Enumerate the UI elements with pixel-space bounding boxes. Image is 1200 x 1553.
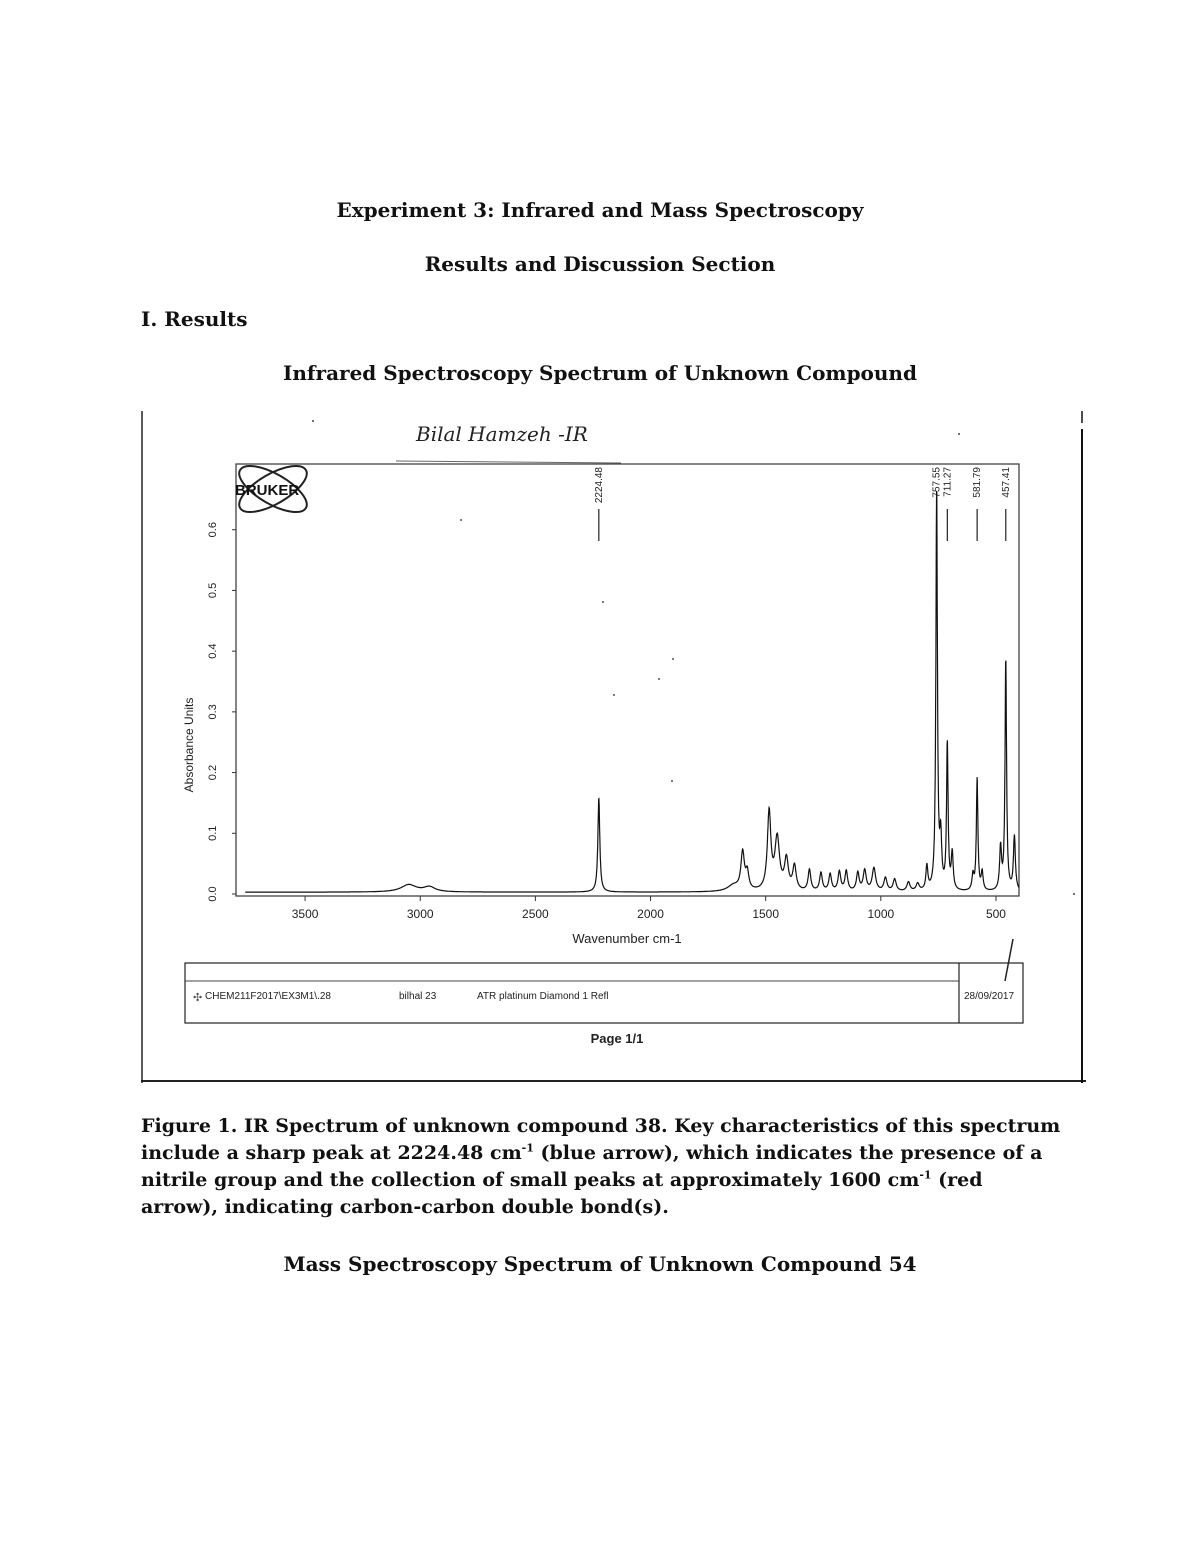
scan-speck	[658, 678, 660, 680]
figure-heading: Infrared Spectroscopy Spectrum of Unknown Compound	[283, 361, 917, 385]
bruker-logo-text: BRUKER	[235, 482, 300, 499]
scan-speck	[958, 433, 960, 435]
caption-superscript-1: -1	[521, 1141, 534, 1155]
document-subtitle: Results and Discussion Section	[424, 252, 776, 276]
ir-spectrum-scan	[141, 409, 1086, 1083]
scan-speck	[671, 780, 673, 782]
footer-method: ATR platinum Diamond 1 Refl	[477, 991, 609, 1002]
y-tick-label: 0.3	[207, 704, 219, 720]
scan-speck	[312, 420, 314, 422]
x-tick-label: 3500	[291, 907, 319, 921]
x-tick-label: 2000	[637, 907, 664, 921]
y-tick-label: 0.1	[207, 825, 219, 841]
footer-file: CHEM211F2017\EX3M1\.28	[205, 991, 331, 1002]
ir-spectrum-svg	[141, 409, 1086, 1083]
footer-glyph-icon: ✣	[193, 992, 203, 1004]
plot-frame	[236, 464, 1019, 896]
bruker-logo	[233, 457, 314, 521]
handwritten-underline	[396, 461, 621, 463]
caption-text-2: (blue arrow), which indicates the presence of a nitrile group and the collection of small peaks at approximately 1600 cm	[141, 1142, 1043, 1191]
x-ticks	[292, 896, 1007, 921]
y-axis-label: Absorbance Units	[182, 697, 196, 793]
y-tick-label: 0.0	[207, 886, 219, 902]
y-tick-label: 0.6	[207, 522, 219, 538]
y-tick-label: 0.4	[207, 643, 219, 659]
spectrum-line	[245, 491, 1019, 892]
footer-box	[185, 963, 1023, 1023]
y-tick-label: 0.5	[207, 582, 219, 599]
peak-label: 2224.48	[593, 467, 605, 504]
peak-label: 457.41	[1000, 467, 1012, 498]
x-axis-label: Wavenumber cm-1	[572, 931, 682, 946]
x-tick-label: 1000	[867, 907, 895, 921]
figure-caption	[141, 1113, 1061, 1221]
handwritten-label: Bilal Hamzeh -IR	[416, 422, 588, 446]
footer-date: 28/09/2017	[964, 991, 1015, 1002]
footer-sample: bilhal 23	[399, 991, 437, 1002]
scan-page-label: Page 1/1	[590, 1031, 644, 1046]
peak-label: 581.79	[972, 467, 984, 498]
peak-label: 711.27	[942, 467, 954, 497]
scan-pen-stroke	[1005, 939, 1013, 981]
section-heading: I. Results	[141, 307, 248, 331]
next-heading: Mass Spectroscopy Spectrum of Unknown Compound 54	[283, 1252, 917, 1276]
peak-label: 757.55	[931, 467, 943, 498]
scan-speck	[460, 519, 462, 521]
peak-markers	[594, 467, 1012, 541]
x-tick-label: 2500	[522, 907, 549, 921]
document-title: Experiment 3: Infrared and Mass Spectroscopy	[336, 198, 864, 222]
caption-superscript-2: -1	[919, 1168, 932, 1182]
scan-speck	[1073, 893, 1075, 895]
x-tick-label: 3000	[406, 907, 434, 921]
y-ticks	[207, 522, 236, 902]
caption-text-3: (red arrow), indicating carbon-carbon double bond(s).	[141, 1169, 983, 1218]
scan-speck	[602, 601, 604, 603]
scan-speck	[672, 658, 674, 660]
caption-text-1: Figure 1. IR Spectrum of unknown compound 38. Key characteristics of this spectrum include a sharp peak at 2224.48 cm	[141, 1115, 1061, 1164]
scan-speck	[613, 694, 615, 696]
x-tick-label: 500	[985, 907, 1006, 921]
y-tick-label: 0.2	[207, 764, 219, 781]
x-tick-label: 1500	[752, 907, 780, 921]
